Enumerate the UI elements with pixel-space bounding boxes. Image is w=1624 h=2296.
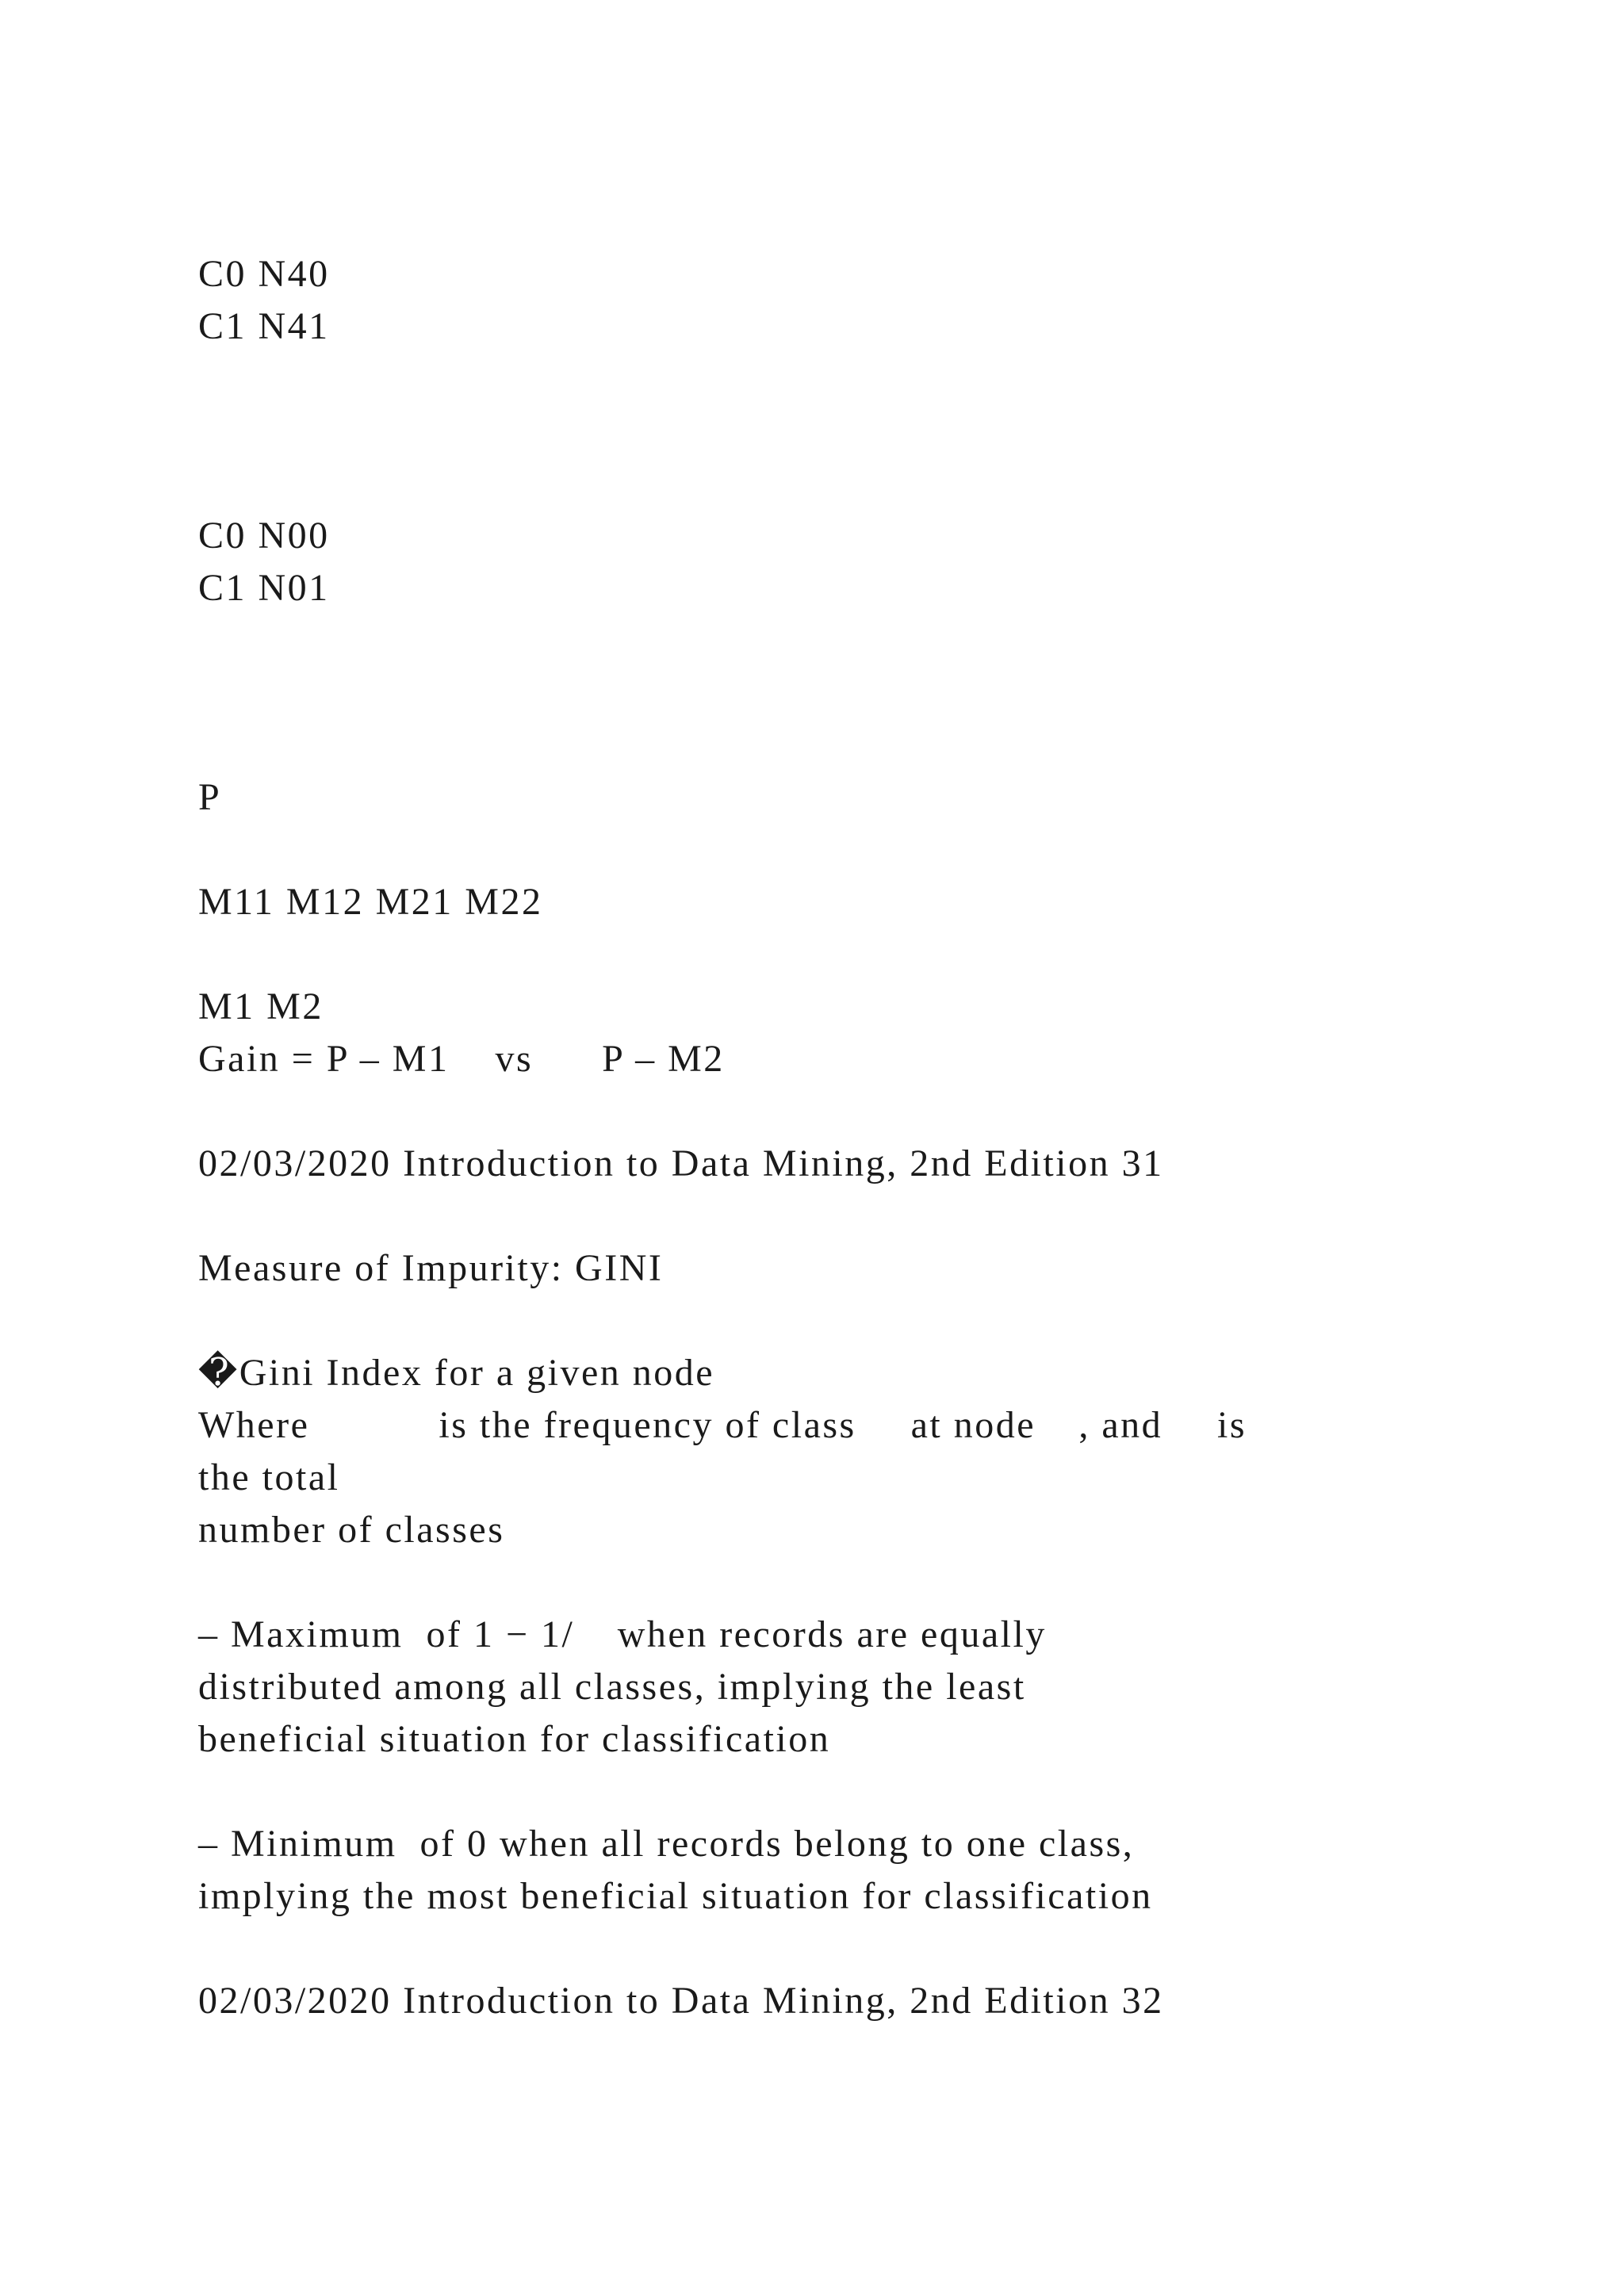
text-line-distributed: distributed among all classes, implying the least bbox=[198, 1666, 1026, 1708]
text-line-minimum: – Minimum of 0 when all records belong to one class, bbox=[198, 1823, 1135, 1865]
text-line-where: Where is the frequency of class at node , and is bbox=[198, 1404, 1126, 1446]
section-heading: Measure of Impurity: GINI bbox=[198, 1247, 664, 1289]
text-line-implying: implying the most beneficial situation for classification bbox=[198, 1875, 1153, 1917]
text-line-number-of-classes: number of classes bbox=[198, 1509, 505, 1551]
text-line-beneficial: beneficial situation for classification bbox=[198, 1718, 831, 1760]
text-line-c0-n00: C0 N00 bbox=[198, 515, 330, 557]
text-line-m-nodes: M11 M12 M21 M22 bbox=[198, 881, 543, 923]
footer-line-32: 02/03/2020 Introduction to Data Mining, 2nd Edition 32 bbox=[198, 1980, 1164, 2022]
text-line-maximum: – Maximum of 1 − 1/ when records are equally bbox=[198, 1613, 1027, 1655]
text-line-gini-index: �Gini Index for a given node bbox=[198, 1352, 738, 1394]
text-line-c1-n41: C1 N41 bbox=[198, 305, 330, 347]
text-line-p: P bbox=[198, 776, 222, 818]
text-line-c0-n40: C0 N40 bbox=[198, 253, 330, 295]
text-line-gain: Gain = P – M1 vs P – M2 bbox=[198, 1038, 725, 1080]
text-line-c1-n01: C1 N01 bbox=[198, 567, 330, 609]
text-line-m1-m2: M1 M2 bbox=[198, 985, 324, 1027]
text-line-the-total: the total bbox=[198, 1456, 340, 1498]
footer-line-31: 02/03/2020 Introduction to Data Mining, 2nd Edition 31 bbox=[198, 1142, 1164, 1184]
